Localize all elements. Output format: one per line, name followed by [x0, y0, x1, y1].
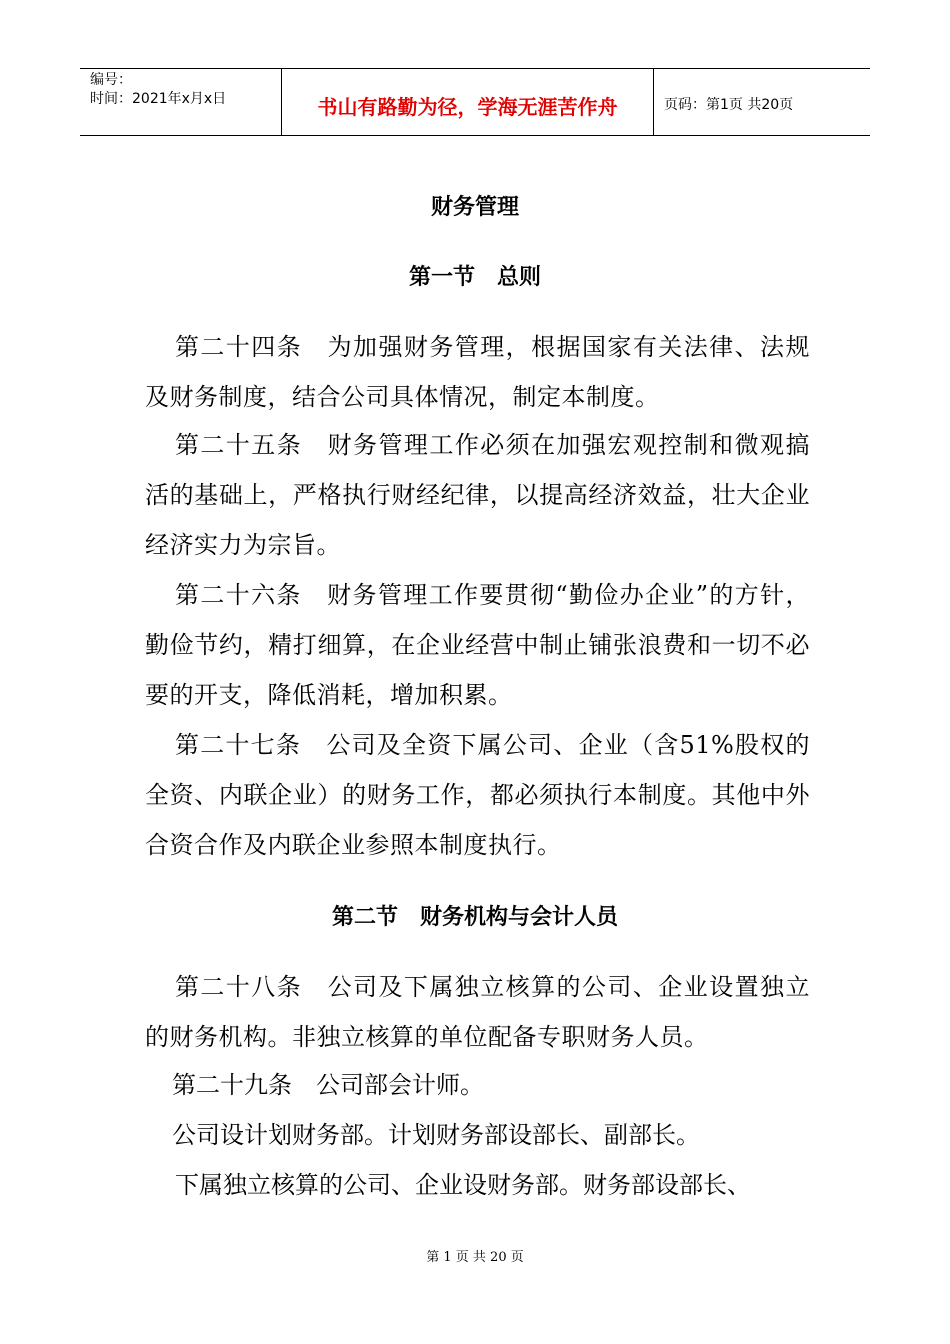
document-number-label: 编号： — [90, 72, 132, 88]
section-title-finance-org: 第二节 财务机构与会计人员 — [331, 905, 618, 930]
article-24: 第二十四条 为加强财务管理，根据国家有关法律、法规及财务制度，结合公司具体情况，制定本制度。 — [145, 333, 810, 411]
article-28: 第二十八条 公司及下属独立核算的公司、企业设置独立的财务机构。非独立核算的单位配备专职财务人员。 — [145, 973, 810, 1051]
document-time-label: 时间：2021年x月x日 — [90, 91, 227, 107]
page-header — [80, 68, 870, 136]
paragraph-subsidiary-finance: 下属独立核算的公司、企业设财务部。财务部设部长、 — [175, 1171, 751, 1199]
header-meta — [80, 69, 282, 135]
header-motto: 书山有路勤为径，学海无涯苦作舟 — [282, 69, 654, 135]
article-29: 第二十九条 公司部会计师。 — [172, 1071, 484, 1099]
header-page-info: 页码：第1页 共20页 — [664, 97, 794, 113]
section-title-general: 第一节 总则 — [408, 265, 541, 290]
page-footer: 第 1 页 共 20 页 — [426, 1250, 524, 1265]
document-title: 财务管理 — [430, 195, 519, 220]
article-26: 第二十六条 财务管理工作要贯彻“勤俭办企业”的方针，勤俭节约，精打细算，在企业经营中制止铺张浪费和一切不必要的开支，降低消耗，增加积累。 — [145, 581, 810, 709]
paragraph-planning-dept: 公司设计划财务部。计划财务部设部长、副部长。 — [172, 1121, 700, 1149]
article-27: 第二十七条 公司及全资下属公司、企业（含51%股权的全资、内联企业）的财务工作，都必须执行本制度。其他中外合资合作及内联企业参照本制度执行。 — [145, 731, 810, 859]
article-25: 第二十五条 财务管理工作必须在加强宏观控制和微观搞活的基础上，严格执行财经纪律，以提高经济效益，壮大企业经济实力为宗旨。 — [145, 431, 810, 559]
